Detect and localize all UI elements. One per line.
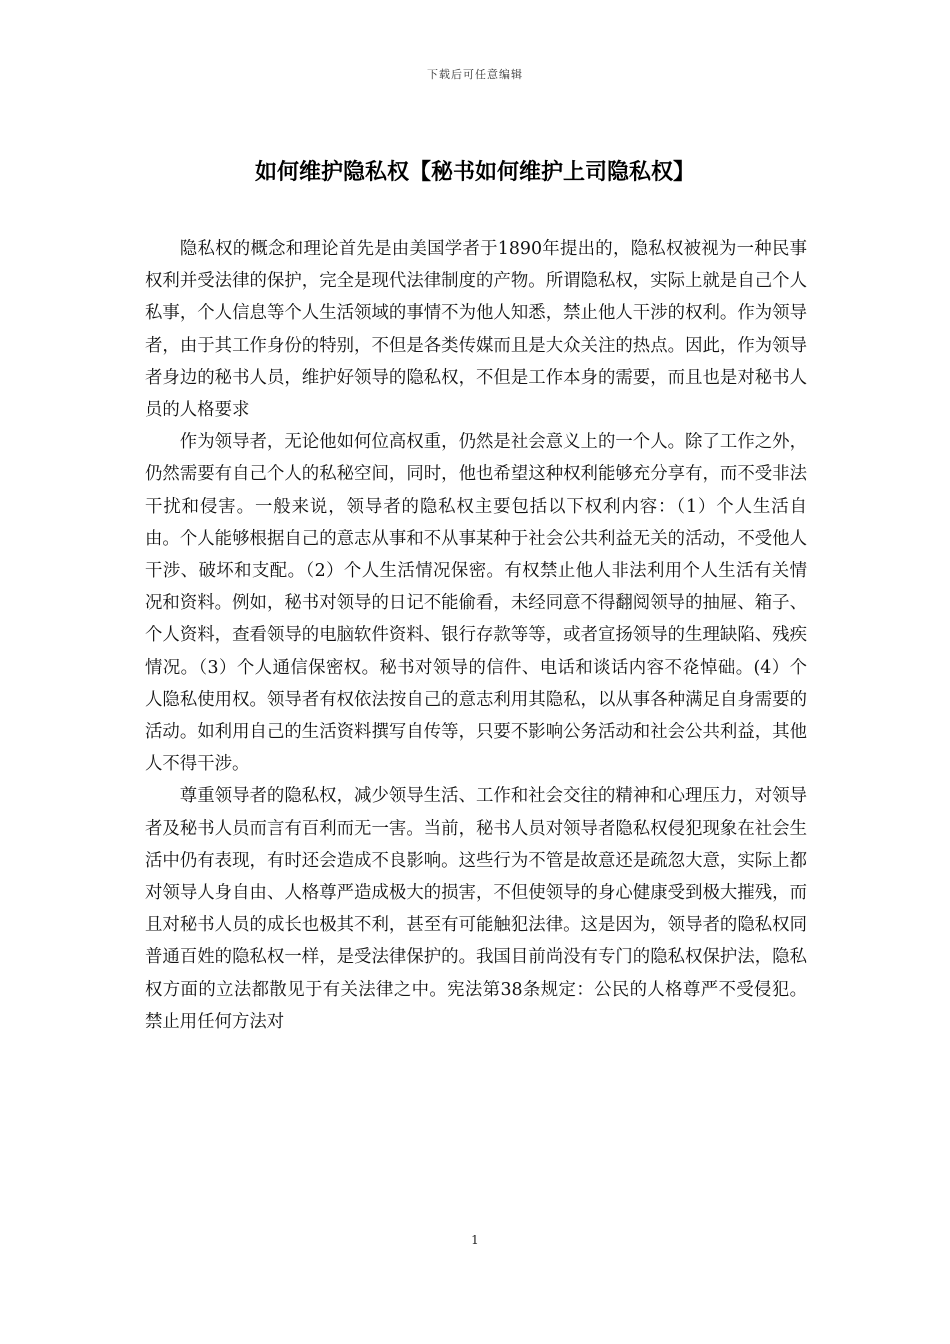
paragraph-1: 隐私权的概念和理论首先是由美国学者于1890年提出的，隐私权被视为一种民事权利并受法律的保护，完全是现代法律制度的产物。所谓隐私权，实际上就是自己个人私事，个人信息等个人生活领域的事情不为他人知悉，禁止他人干涉的权利。作为领导者，由于其工作身份的特别，不但是各类传媒而且是大众关注的热点。因此，作为领导者身边的秘书人员，维护好领导的隐私权，不但是工作本身的需要，而且也是对秘书人员的人格要求 bbox=[145, 239, 807, 421]
paragraph-2: 作为领导者，无论他如何位高权重，仍然是社会意义上的一个人。除了工作之外，仍然需要有自己个人的私秘空间，同时，他也希望这种权利能够充分享有，而不受非法干扰和侵害。一般来说，领导者的隐私权主要包括以下权利内容：（1）个人生活自由。个人能够根据自己的意志从事和不从事某种于社会公共利益无关的活动，不受他人干涉、破坏和支配。（2）个人生活情况保密。有权禁止他人非法利用个人生活有关情况和资料。例如，秘书对领导的日记不能偷看，未经同意不得翻阅领导的抽屉、箱子、个人资料，查看领导的电脑软件资料、银行存款等等，或者宣扬领导的生理缺陷、残疾情况。（3）个人通信保密权。秘书对领导的信件、电话和谈话内容不炛悼础。(4）个人隐私使用权。领导者有权依法按自己的意志利用其隐私，以从事各种满足自身需要的活动。如利用自己的生活资料撰写自传等，只要不影响公务活动和社会公共利益，其他人不得干涉。 bbox=[145, 432, 807, 775]
page-number: 1 bbox=[471, 1233, 479, 1247]
paragraph-3: 尊重领导者的隐私权，减少领导生活、工作和社会交往的精神和心理压力，对领导者及秘书人员而言有百利而无一害。当前，秘书人员对领导者隐私权侵犯现象在社会生活中仍有表现，有时还会造成不良影响。这些行为不管是故意还是疏忽大意，实际上都对领导人身自由、人格尊严造成极大的损害，不但使领导的身心健康受到极大摧残，而且对秘书人员的成长也极其不利，甚至有可能触犯法律。这是因为，领导者的隐私权同普通百姓的隐私权一样，是受法律保护的。我国目前尚没有专门的隐私权保护法，隐私权方面的立法都散见于有关法律之中。宪法第38条规定：公民的人格尊严不受侵犯。禁止用任何方法对 bbox=[145, 786, 807, 1032]
document-body bbox=[145, 233, 807, 1038]
header-note: 下载后可任意编辑 bbox=[427, 68, 523, 81]
document-title: 如何维护隐私权【秘书如何维护上司隐私权】 bbox=[254, 159, 695, 185]
